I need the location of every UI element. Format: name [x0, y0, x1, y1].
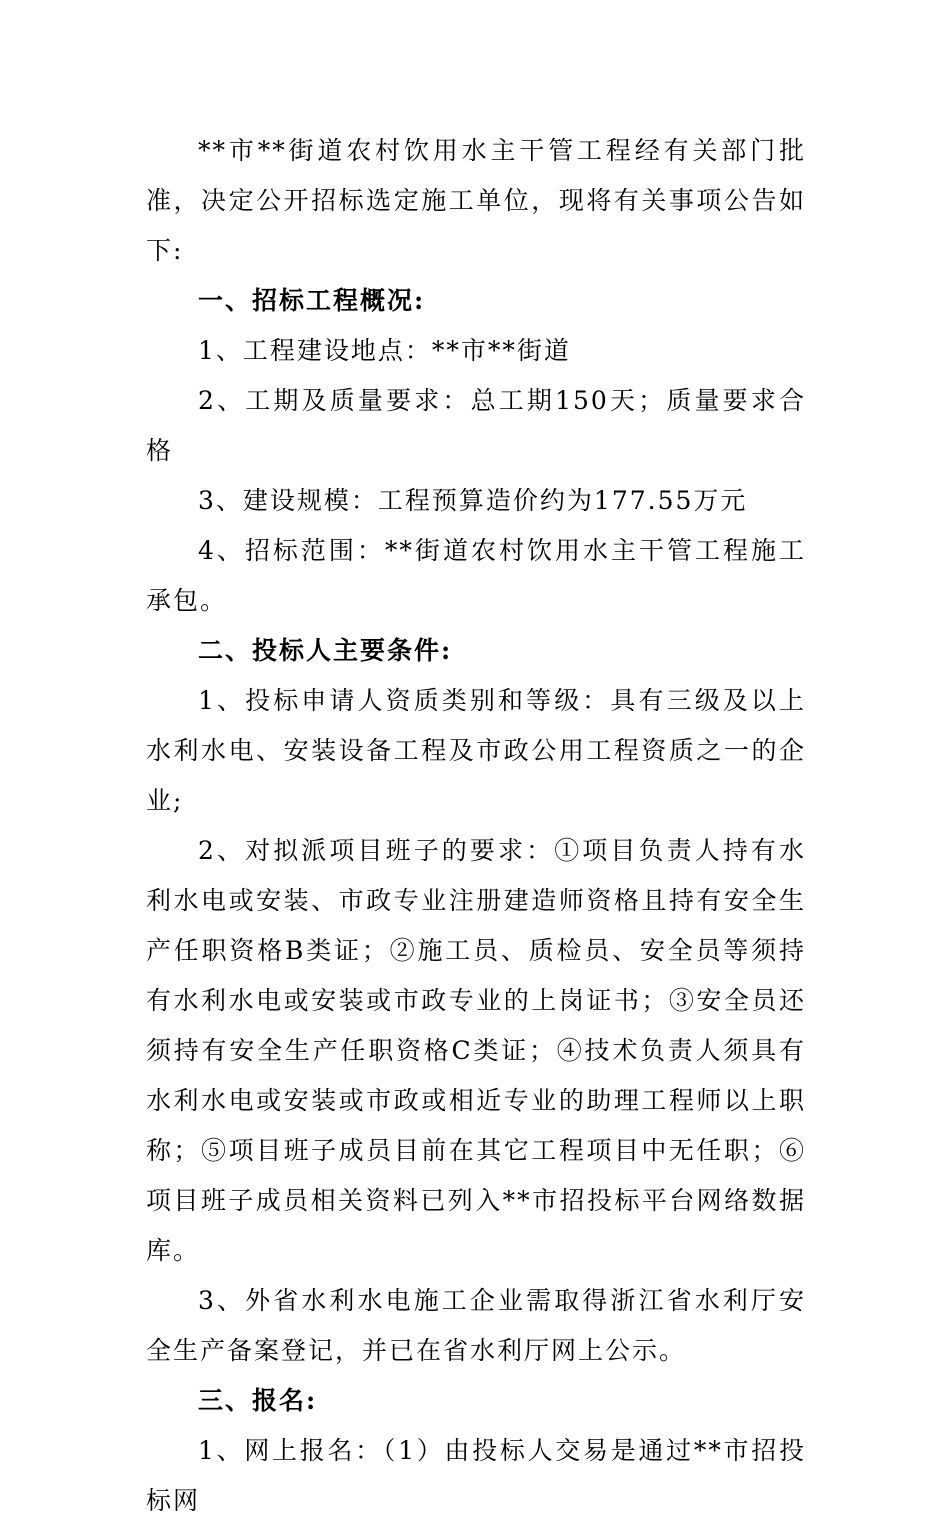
condition-item-project-team: 2、对拟派项目班子的要求：①项目负责人持有水利水电或安装、市政专业注册建造师资格且持有安全生产任职资格B类证；②施工员、质检员、安全员等须持有水利水电或安装或市政专业的上岗证书；③安全员还须持有安全生产任职资格C类证；④技术负责人须具有水利水电或安装或市政或相近专业的助理工程师以上职称；⑤项目班子成员目前在其它工程项目中无任职；⑥项目班子成员相关资料已列入**市招投标平台网络数据库。: [146, 836, 806, 1265]
overview-item-scope: 4、招标范围：**街道农村饮用水主干管工程施工承包。: [146, 536, 806, 615]
condition-item-qualification: 1、投标申请人资质类别和等级：具有三级及以上水利水电、安装设备工程及市政公用工程资质之一的企业;: [146, 686, 806, 815]
section-heading-bidder-conditions: 二、投标人主要条件:: [198, 636, 453, 665]
section-heading-registration: 三、报名:: [198, 1386, 318, 1415]
condition-item-out-of-province: 3、外省水利水电施工企业需取得浙江省水利厅安全生产备案登记，并已在省水利厅网上公示。: [146, 1286, 806, 1365]
registration-item-online: 1、网上报名：（1）由投标人交易是通过**市招投标网: [146, 1436, 806, 1515]
document-body: [146, 126, 806, 1526]
overview-item-location: 1、工程建设地点：**市**街道: [198, 336, 571, 365]
intro-paragraph: **市**街道农村饮用水主干管工程经有关部门批准，决定公开招标选定施工单位，现将有关事项公告如下:: [146, 136, 806, 265]
section-heading-overview: 一、招标工程概况:: [198, 286, 426, 315]
overview-item-scale: 3、建设规模：工程预算造价约为177.55万元: [198, 486, 748, 515]
overview-item-duration-quality: 2、工期及质量要求：总工期150天；质量要求合格: [146, 386, 806, 465]
